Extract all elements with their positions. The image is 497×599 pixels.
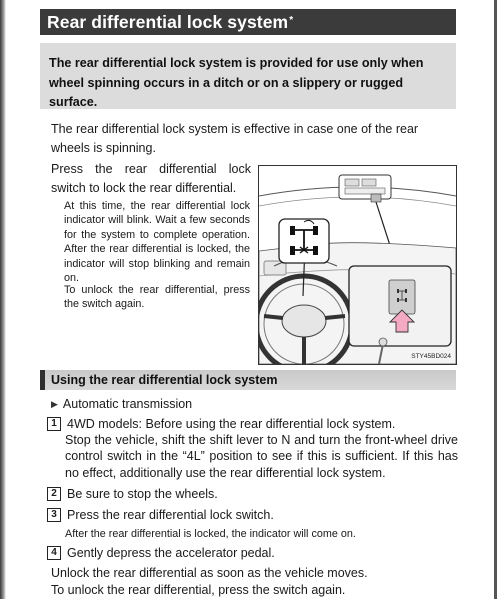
- section-heading: Using the rear differential lock system: [51, 373, 278, 387]
- title-asterisk: *: [289, 15, 294, 26]
- dashboard-illustration-svg: [259, 166, 456, 364]
- step-4-number: 4: [47, 546, 61, 560]
- step-3-note: After the rear differential is locked, the indicator will come on.: [65, 528, 356, 540]
- unlock-note: To unlock the rear differential, press the switch again.: [64, 284, 250, 311]
- title-bar: [40, 9, 456, 35]
- step-1: [47, 416, 395, 432]
- notice-box: [40, 43, 456, 109]
- page-title: [40, 9, 456, 35]
- step-1-number: 1: [47, 417, 61, 431]
- step-2-number: 2: [47, 487, 61, 501]
- intro-text: The rear differential lock system is effective in case one of the rear wheels is spinning.: [51, 122, 419, 155]
- closing-line-2: To unlock the rear differential, press the switch again.: [51, 583, 346, 597]
- indicator-blink-note: At this time, the rear differential lock indicator will blink. Wait a few seconds for the system to complete operation. After the rear differential is locked, the indicator will stop blinking and remain on.: [64, 200, 250, 285]
- step-3-text: Press the rear differential lock switch.: [67, 508, 274, 522]
- step-4-text: Gently depress the accelerator pedal.: [67, 546, 275, 560]
- step-1-detail: Stop the vehicle, shift the shift lever to N and turn the front-wheel drive control switch in the “4L” position to see if this is sufficient. If this has no effect, additionally use the rear differential lock system.: [65, 433, 458, 480]
- step-2: [47, 486, 218, 502]
- closing-line-1: Unlock the rear differential as soon as the vehicle moves.: [51, 566, 368, 580]
- page-edge-shadow: [0, 0, 6, 599]
- step-3: [47, 507, 274, 523]
- section-header-bar: [40, 370, 456, 390]
- dashboard-illustration: [258, 165, 457, 365]
- triangle-bullet-icon: ▶: [51, 399, 58, 409]
- step-2-text: Be sure to stop the wheels.: [67, 487, 218, 501]
- notice-text: The rear differential lock system is provided for use only when wheel spinning occurs in a ditch or on a slippery or rugged surface.: [49, 56, 424, 110]
- step-4: [47, 545, 275, 561]
- press-switch-instruction: Press the rear differential lock switch to lock the rear differential.: [51, 162, 251, 195]
- transmission-label: Automatic transmission: [62, 397, 193, 411]
- figure-code: STY45BD024: [411, 353, 451, 360]
- page-title-text: Rear differential lock system: [47, 12, 289, 32]
- step-3-number: 3: [47, 508, 61, 522]
- step-1-text: 4WD models: Before using the rear differential lock system.: [67, 417, 396, 431]
- transmission-bullet: [51, 396, 192, 413]
